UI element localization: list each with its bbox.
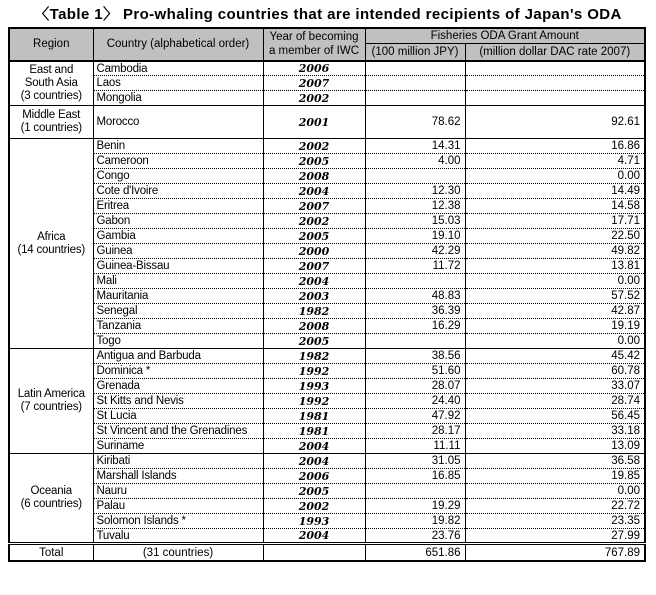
total-grant-dac: 767.89 [465,544,645,561]
header-oda-jpy: (100 million JPY) [365,44,465,61]
country-name: Tanzania [93,319,263,334]
grant-amount-jpy [365,76,465,91]
grant-amount-jpy [365,274,465,289]
country-name: Laos [93,76,263,91]
header-region: Region [9,28,93,61]
iwc-membership-year: 2005 [263,334,365,349]
grant-amount-dac: 0.00 [465,334,645,349]
total-label: Total [9,544,93,561]
grant-amount-jpy: 19.29 [365,499,465,514]
grant-amount-jpy: 28.17 [365,424,465,439]
table-row [9,154,645,169]
header-oda-group: Fisheries ODA Grant Amount [365,28,645,44]
grant-amount-jpy: 19.10 [365,229,465,244]
country-name: Cambodia [93,61,263,76]
country-name: Mauritania [93,289,263,304]
table-row [9,259,645,274]
iwc-membership-year: 1993 [263,379,365,394]
table-row [9,319,645,334]
iwc-membership-year: 2002 [263,499,365,514]
table-row [9,214,645,229]
grant-amount-dac: 36.58 [465,454,645,469]
total-grant-jpy: 651.86 [365,544,465,561]
country-name: Gabon [93,214,263,229]
grant-amount-jpy [365,169,465,184]
country-name: Togo [93,334,263,349]
iwc-membership-year: 2004 [263,454,365,469]
header-country: Country (alphabetical order) [93,28,263,61]
iwc-membership-year: 2007 [263,259,365,274]
country-name: St Lucia [93,409,263,424]
grant-amount-jpy: 14.31 [365,139,465,154]
table-row [9,454,645,469]
table-row [9,379,645,394]
iwc-membership-year: 2008 [263,169,365,184]
table-row [9,76,645,91]
iwc-membership-year: 2005 [263,484,365,499]
country-name: Mali [93,274,263,289]
table-row [9,334,645,349]
country-name: Suriname [93,439,263,454]
table-row [9,424,645,439]
grant-amount-dac: 49.82 [465,244,645,259]
iwc-membership-year: 2004 [263,274,365,289]
grant-amount-dac: 33.18 [465,424,645,439]
grant-amount-jpy: 48.83 [365,289,465,304]
grant-amount-dac: 19.85 [465,469,645,484]
total-row [9,544,645,561]
country-name: Dominica * [93,364,263,379]
iwc-membership-year: 1992 [263,394,365,409]
iwc-membership-year: 2006 [263,469,365,484]
grant-amount-dac: 14.49 [465,184,645,199]
table-row [9,199,645,214]
grant-amount-dac: 28.74 [465,394,645,409]
iwc-membership-year: 1993 [263,514,365,529]
grant-amount-jpy [365,484,465,499]
total-year [263,544,365,561]
country-name: Congo [93,169,263,184]
iwc-membership-year: 2001 [263,106,365,139]
table-row [9,61,645,76]
grant-amount-jpy: 24.40 [365,394,465,409]
country-name: Senegal [93,304,263,319]
iwc-membership-year: 2002 [263,91,365,106]
table-row [9,106,645,139]
iwc-membership-year: 2007 [263,76,365,91]
grant-amount-jpy: 47.92 [365,409,465,424]
grant-amount-dac: 16.86 [465,139,645,154]
table-title: 〈Table 1〉 Pro-whaling countries that are intended recipients of Japan's ODA [34,6,622,23]
grant-amount-jpy: 78.62 [365,106,465,139]
grant-amount-jpy: 19.82 [365,514,465,529]
grant-amount-jpy: 51.60 [365,364,465,379]
grant-amount-dac [465,91,645,106]
grant-amount-dac: 0.00 [465,274,645,289]
iwc-membership-year: 2006 [263,61,365,76]
iwc-membership-year: 1981 [263,424,365,439]
table-row [9,139,645,154]
iwc-membership-year: 2003 [263,289,365,304]
grant-amount-dac: 14.58 [465,199,645,214]
iwc-membership-year: 2000 [263,244,365,259]
country-name: Guinea-Bissau [93,259,263,274]
table-row [9,514,645,529]
table-row [9,91,645,106]
table-row [9,184,645,199]
grant-amount-jpy: 11.11 [365,439,465,454]
grant-amount-dac: 57.52 [465,289,645,304]
region-label: Oceania (6 countries) [9,454,93,544]
country-name: Cote d'Ivoire [93,184,263,199]
country-name: Nauru [93,484,263,499]
grant-amount-jpy: 16.29 [365,319,465,334]
iwc-membership-year: 2002 [263,139,365,154]
country-name: Palau [93,499,263,514]
table-row [9,304,645,319]
grant-amount-dac: 42.87 [465,304,645,319]
iwc-membership-year: 2004 [263,184,365,199]
iwc-membership-year: 2008 [263,319,365,334]
grant-amount-dac: 92.61 [465,106,645,139]
country-name: Marshall Islands [93,469,263,484]
grant-amount-dac: 13.09 [465,439,645,454]
country-name: St Kitts and Nevis [93,394,263,409]
grant-amount-jpy: 11.72 [365,259,465,274]
table-body [9,61,645,561]
grant-amount-jpy: 38.56 [365,349,465,364]
table-row [9,364,645,379]
table-row [9,529,645,544]
country-name: Morocco [93,106,263,139]
grant-amount-dac: 19.19 [465,319,645,334]
table-row [9,409,645,424]
table-row [9,394,645,409]
table-row [9,229,645,244]
iwc-membership-year: 2004 [263,529,365,544]
iwc-membership-year: 2007 [263,199,365,214]
iwc-membership-year: 1982 [263,304,365,319]
table-header [9,28,645,61]
country-name: Eritrea [93,199,263,214]
iwc-membership-year: 2004 [263,439,365,454]
grant-amount-jpy: 23.76 [365,529,465,544]
country-name: Grenada [93,379,263,394]
grant-amount-dac: 22.50 [465,229,645,244]
grant-amount-dac [465,76,645,91]
country-name: Mongolia [93,91,263,106]
grant-amount-dac [465,61,645,76]
region-label: East and South Asia (3 countries) [9,61,93,106]
country-name: Gambia [93,229,263,244]
grant-amount-jpy: 15.03 [365,214,465,229]
grant-amount-jpy [365,91,465,106]
grant-amount-dac: 13.81 [465,259,645,274]
region-label: Latin America (7 countries) [9,349,93,454]
country-name: Guinea [93,244,263,259]
table-row [9,439,645,454]
table-row [9,349,645,364]
grant-amount-jpy: 42.29 [365,244,465,259]
country-name: Tuvalu [93,529,263,544]
table-row [9,169,645,184]
country-name: Solomon Islands * [93,514,263,529]
grant-amount-dac: 0.00 [465,484,645,499]
iwc-membership-year: 2005 [263,229,365,244]
iwc-membership-year: 1981 [263,409,365,424]
iwc-membership-year: 1992 [263,364,365,379]
grant-amount-dac: 33.07 [465,379,645,394]
table-row [9,499,645,514]
grant-amount-dac: 22.72 [465,499,645,514]
country-name: Kiribati [93,454,263,469]
grant-amount-jpy [365,61,465,76]
iwc-membership-year: 2005 [263,154,365,169]
grant-amount-dac: 0.00 [465,169,645,184]
grant-amount-dac: 56.45 [465,409,645,424]
grant-amount-jpy: 28.07 [365,379,465,394]
grant-amount-jpy: 4.00 [365,154,465,169]
grant-amount-dac: 4.71 [465,154,645,169]
region-label: Middle East (1 countries) [9,106,93,139]
grant-amount-jpy [365,334,465,349]
grant-amount-jpy: 36.39 [365,304,465,319]
country-name: Benin [93,139,263,154]
country-name: Antigua and Barbuda [93,349,263,364]
grant-amount-dac: 17.71 [465,214,645,229]
grant-amount-dac: 45.42 [465,349,645,364]
table-row [9,289,645,304]
table-row [9,274,645,289]
grant-amount-dac: 27.99 [465,529,645,544]
grant-amount-jpy: 31.05 [365,454,465,469]
grant-amount-jpy: 16.85 [365,469,465,484]
iwc-membership-year: 1982 [263,349,365,364]
table-row [9,244,645,259]
header-iwc-year [263,28,365,61]
grant-amount-jpy: 12.30 [365,184,465,199]
iwc-membership-year: 2002 [263,214,365,229]
grant-amount-dac: 60.78 [465,364,645,379]
header-iwc-year-line2: a member of IWC [268,45,360,58]
total-countries: (31 countries) [93,544,263,561]
header-oda-dac: (million dollar DAC rate 2007) [465,44,645,61]
oda-table [8,27,646,562]
country-name: St Vincent and the Grenadines [93,424,263,439]
table-row [9,484,645,499]
grant-amount-dac: 23.35 [465,514,645,529]
header-iwc-year-line1: Year of becoming [269,31,359,44]
country-name: Cameroon [93,154,263,169]
region-label: Africa (14 countries) [9,139,93,349]
grant-amount-jpy: 12.38 [365,199,465,214]
table-row [9,469,645,484]
